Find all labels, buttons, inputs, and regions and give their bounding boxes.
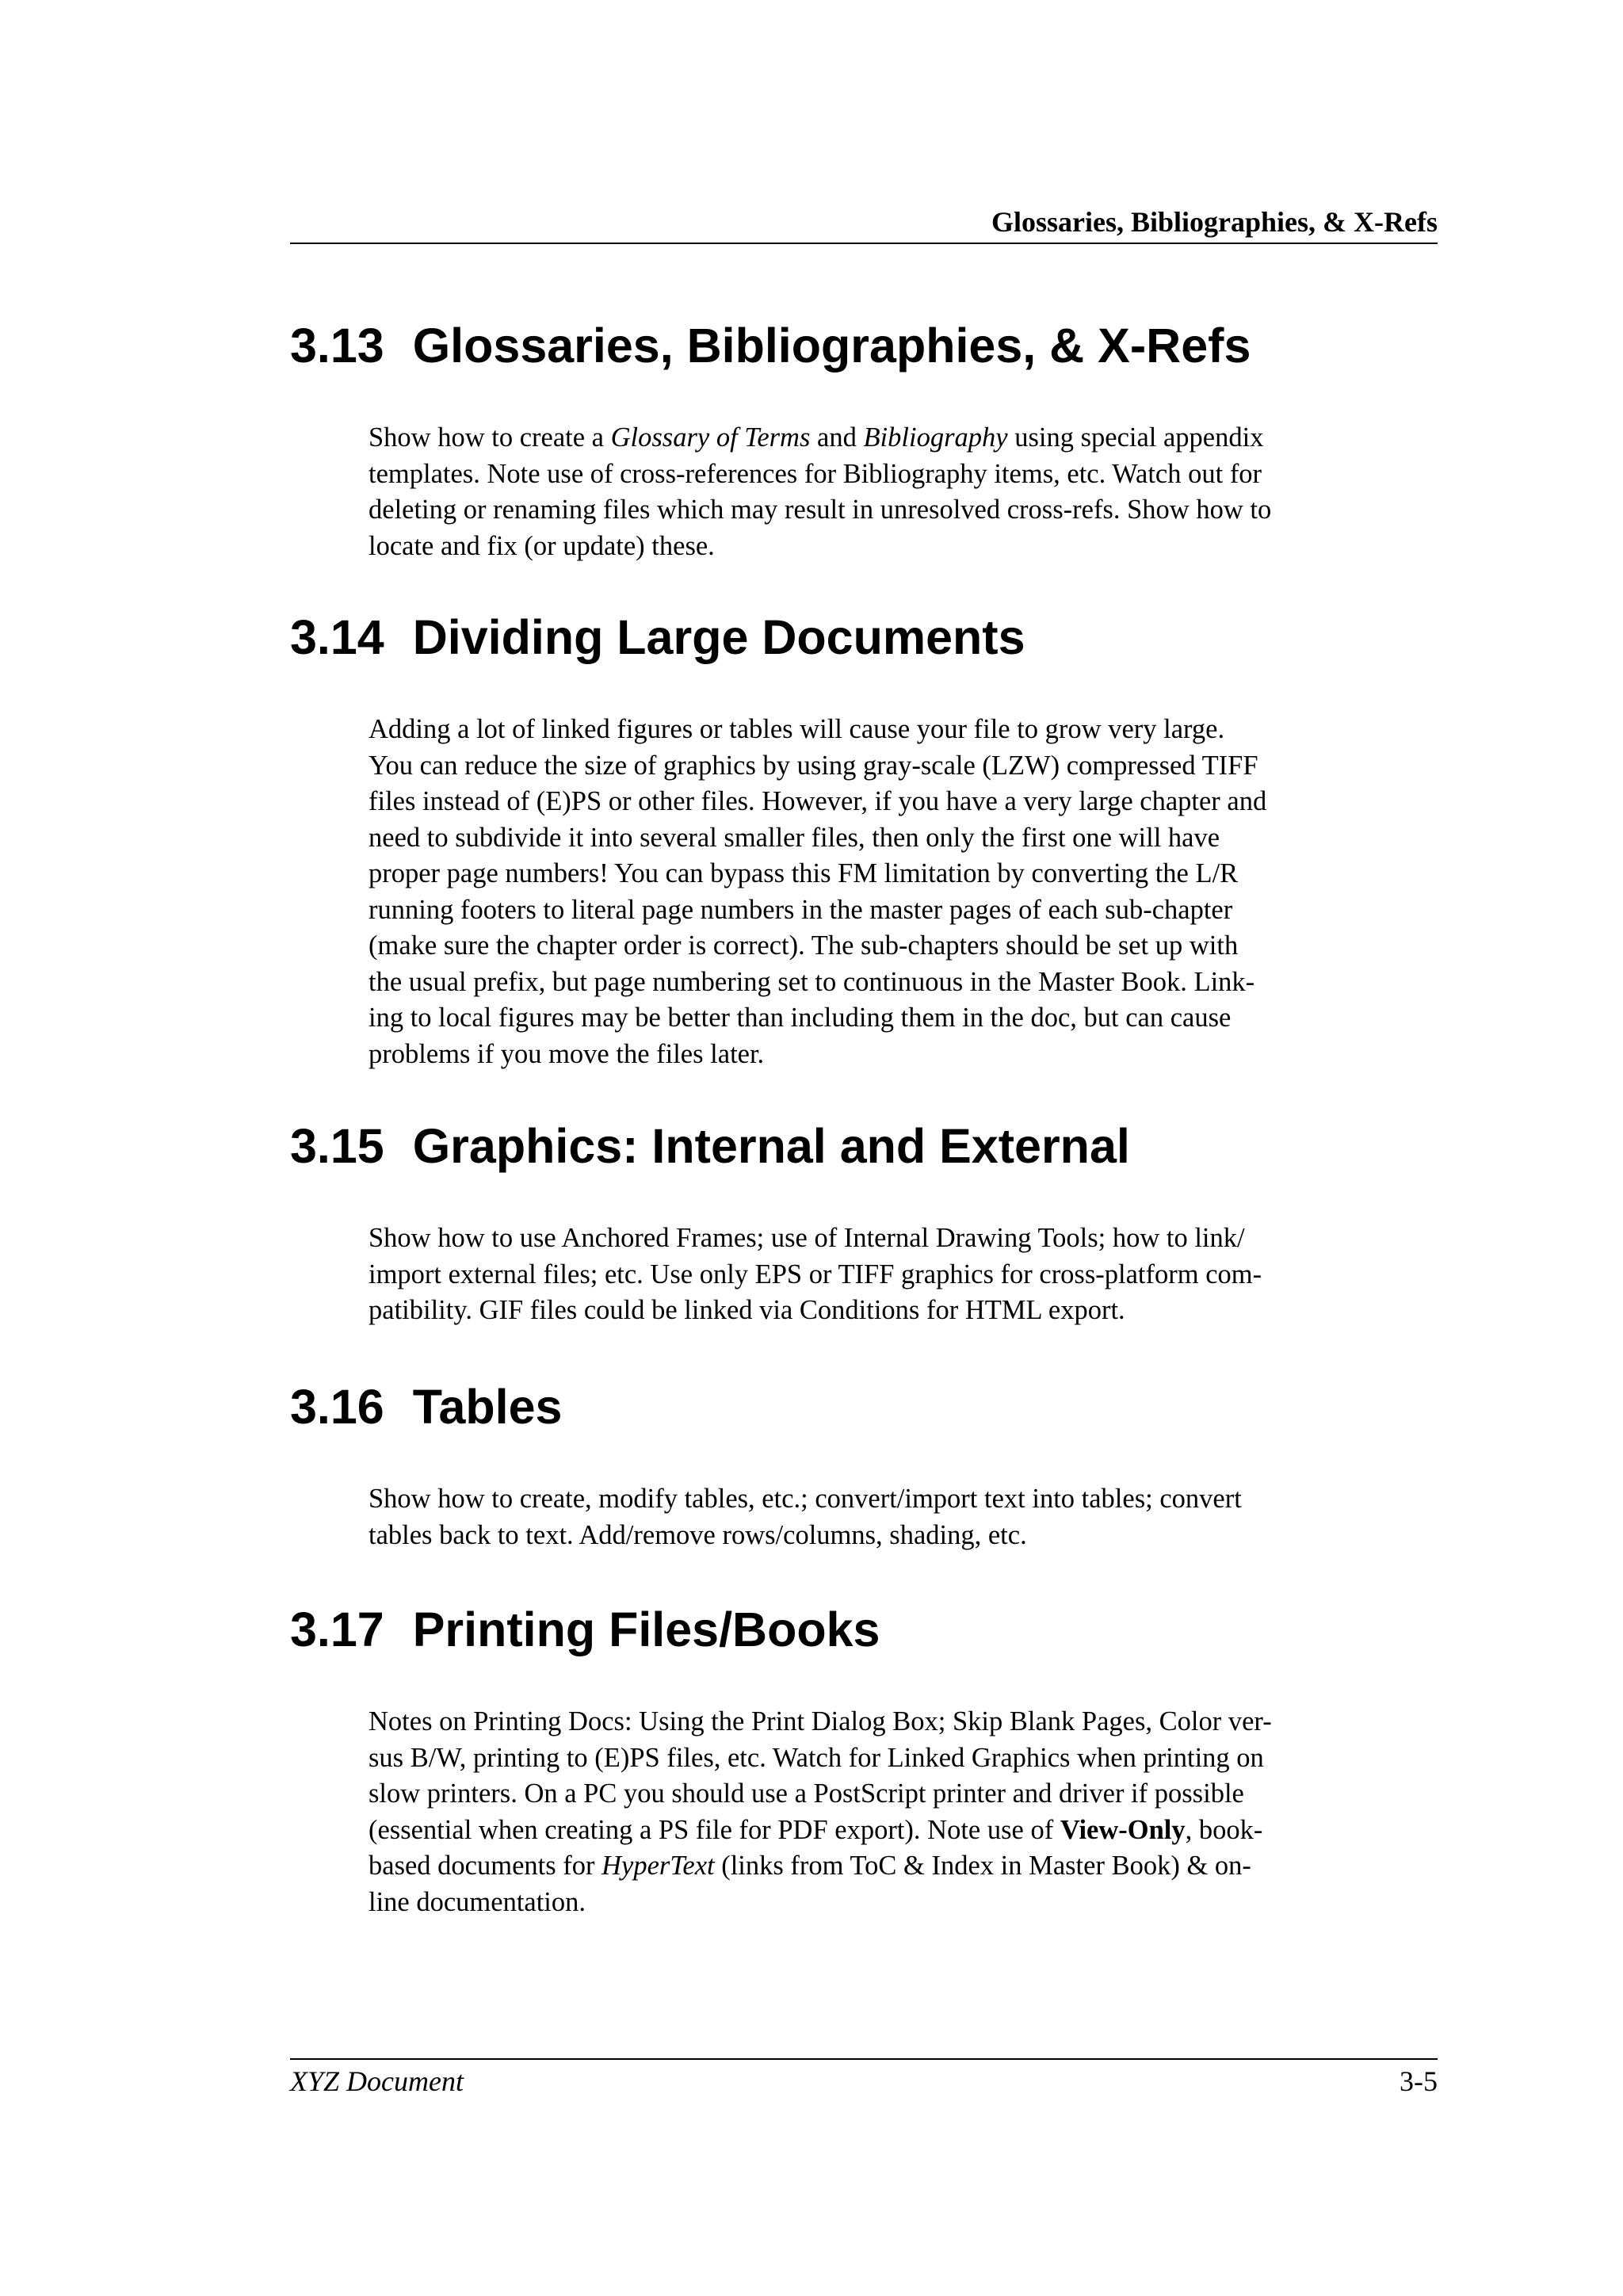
body-line: patibility. GIF files could be linked via Conditions for HTML export.: [369, 1295, 1125, 1325]
body-line: tables back to text. Add/remove rows/columns, shading, etc.: [369, 1519, 1027, 1550]
section-body-3-14: [369, 712, 1359, 1072]
section-heading-3-16: [290, 1377, 562, 1437]
italic-term-glossary: Glossary of Terms: [610, 422, 811, 453]
body-line: deleting or renaming files which may result in unresolved cross-refs. Show how to: [369, 495, 1272, 525]
section-number: 3.15: [290, 1119, 384, 1173]
text-run: (essential when creating a PS file for PDF export). Note use of: [369, 1814, 1060, 1845]
section-heading-3-17: [290, 1599, 880, 1660]
section-body-3-15: [369, 1221, 1359, 1329]
footer-document-name: XYZ Document: [290, 2065, 464, 2097]
body-line: ing to local figures may be better than including them in the doc, but can cause: [369, 1003, 1232, 1033]
body-line: need to subdivide it into several smaller files, then only the first one will have: [369, 822, 1220, 853]
section-body-3-16: [369, 1481, 1359, 1553]
header-rule: [290, 243, 1438, 244]
body-line: locate and fix (or update) these.: [369, 530, 715, 561]
text-run: Show how to create a: [369, 422, 611, 453]
section-heading-3-14: [290, 607, 1025, 667]
text-run: using special appendix: [1007, 422, 1264, 453]
body-line: Adding a lot of linked figures or tables will cause your file to grow very large.: [369, 714, 1225, 744]
section-title-text: Graphics: Internal and External: [412, 1119, 1130, 1173]
body-line: proper page numbers! You can bypass this FM limitation by converting the L/R: [369, 858, 1239, 888]
section-number: 3.17: [290, 1603, 384, 1656]
body-line: (make sure the chapter order is correct). The sub-chapters should be set up with: [369, 930, 1239, 961]
footer-page-number: 3-5: [1400, 2065, 1438, 2097]
body-line: You can reduce the size of graphics by using gray-scale (LZW) compressed TIFF: [369, 750, 1258, 781]
section-number: 3.14: [290, 610, 384, 664]
body-line: sus B/W, printing to (E)PS files, etc. Watch for Linked Graphics when printing on: [369, 1742, 1264, 1773]
body-line: line documentation.: [369, 1886, 586, 1917]
section-title-text: Tables: [412, 1380, 563, 1434]
body-line: slow printers. On a PC you should use a PostScript printer and driver if possible: [369, 1778, 1244, 1809]
footer-rule: [290, 2058, 1438, 2060]
body-line: [369, 1813, 1359, 1849]
section-number: 3.16: [290, 1380, 384, 1434]
body-line: [369, 420, 1359, 457]
section-heading-3-15: [290, 1116, 1130, 1176]
body-line: [369, 1848, 1359, 1885]
text-run: , book-: [1185, 1814, 1263, 1845]
text-run: (links from ToC & Index in Master Book) & on-: [714, 1851, 1251, 1881]
italic-term-bibliography: Bibliography: [863, 422, 1008, 453]
section-title-text: Glossaries, Bibliographies, & X-Refs: [412, 319, 1251, 372]
body-line: running footers to literal page numbers in the master pages of each sub-chapter: [369, 894, 1233, 925]
running-header-title: Glossaries, Bibliographies, & X-Refs: [991, 206, 1438, 238]
section-body-3-13: [369, 420, 1359, 564]
text-run: based documents for: [369, 1851, 602, 1881]
section-body-3-17: [369, 1704, 1359, 1920]
section-heading-3-13: [290, 315, 1251, 376]
bold-term-view-only: View-Only: [1060, 1814, 1186, 1845]
body-line: files instead of (E)PS or other files. However, if you have a very large chapter and: [369, 786, 1267, 816]
section-title-text: Dividing Large Documents: [412, 610, 1025, 664]
italic-term-hypertext: HyperText: [601, 1851, 715, 1881]
body-line: problems if you move the files later.: [369, 1038, 765, 1069]
section-number: 3.13: [290, 319, 384, 372]
section-title-text: Printing Files/Books: [412, 1603, 880, 1656]
text-run: and: [810, 422, 864, 453]
body-line: the usual prefix, but page numbering set to continuous in the Master Book. Link-: [369, 966, 1255, 997]
body-line: Show how to create, modify tables, etc.; convert/import text into tables; convert: [369, 1484, 1242, 1514]
body-line: templates. Note use of cross-references for Bibliography items, etc. Watch out for: [369, 458, 1262, 489]
body-line: import external files; etc. Use only EPS or TIFF graphics for cross-platform com-: [369, 1259, 1262, 1289]
body-line: Show how to use Anchored Frames; use of Internal Drawing Tools; how to link/: [369, 1223, 1245, 1253]
body-line: Notes on Printing Docs: Using the Print Dialog Box; Skip Blank Pages, Color ver-: [369, 1706, 1272, 1736]
